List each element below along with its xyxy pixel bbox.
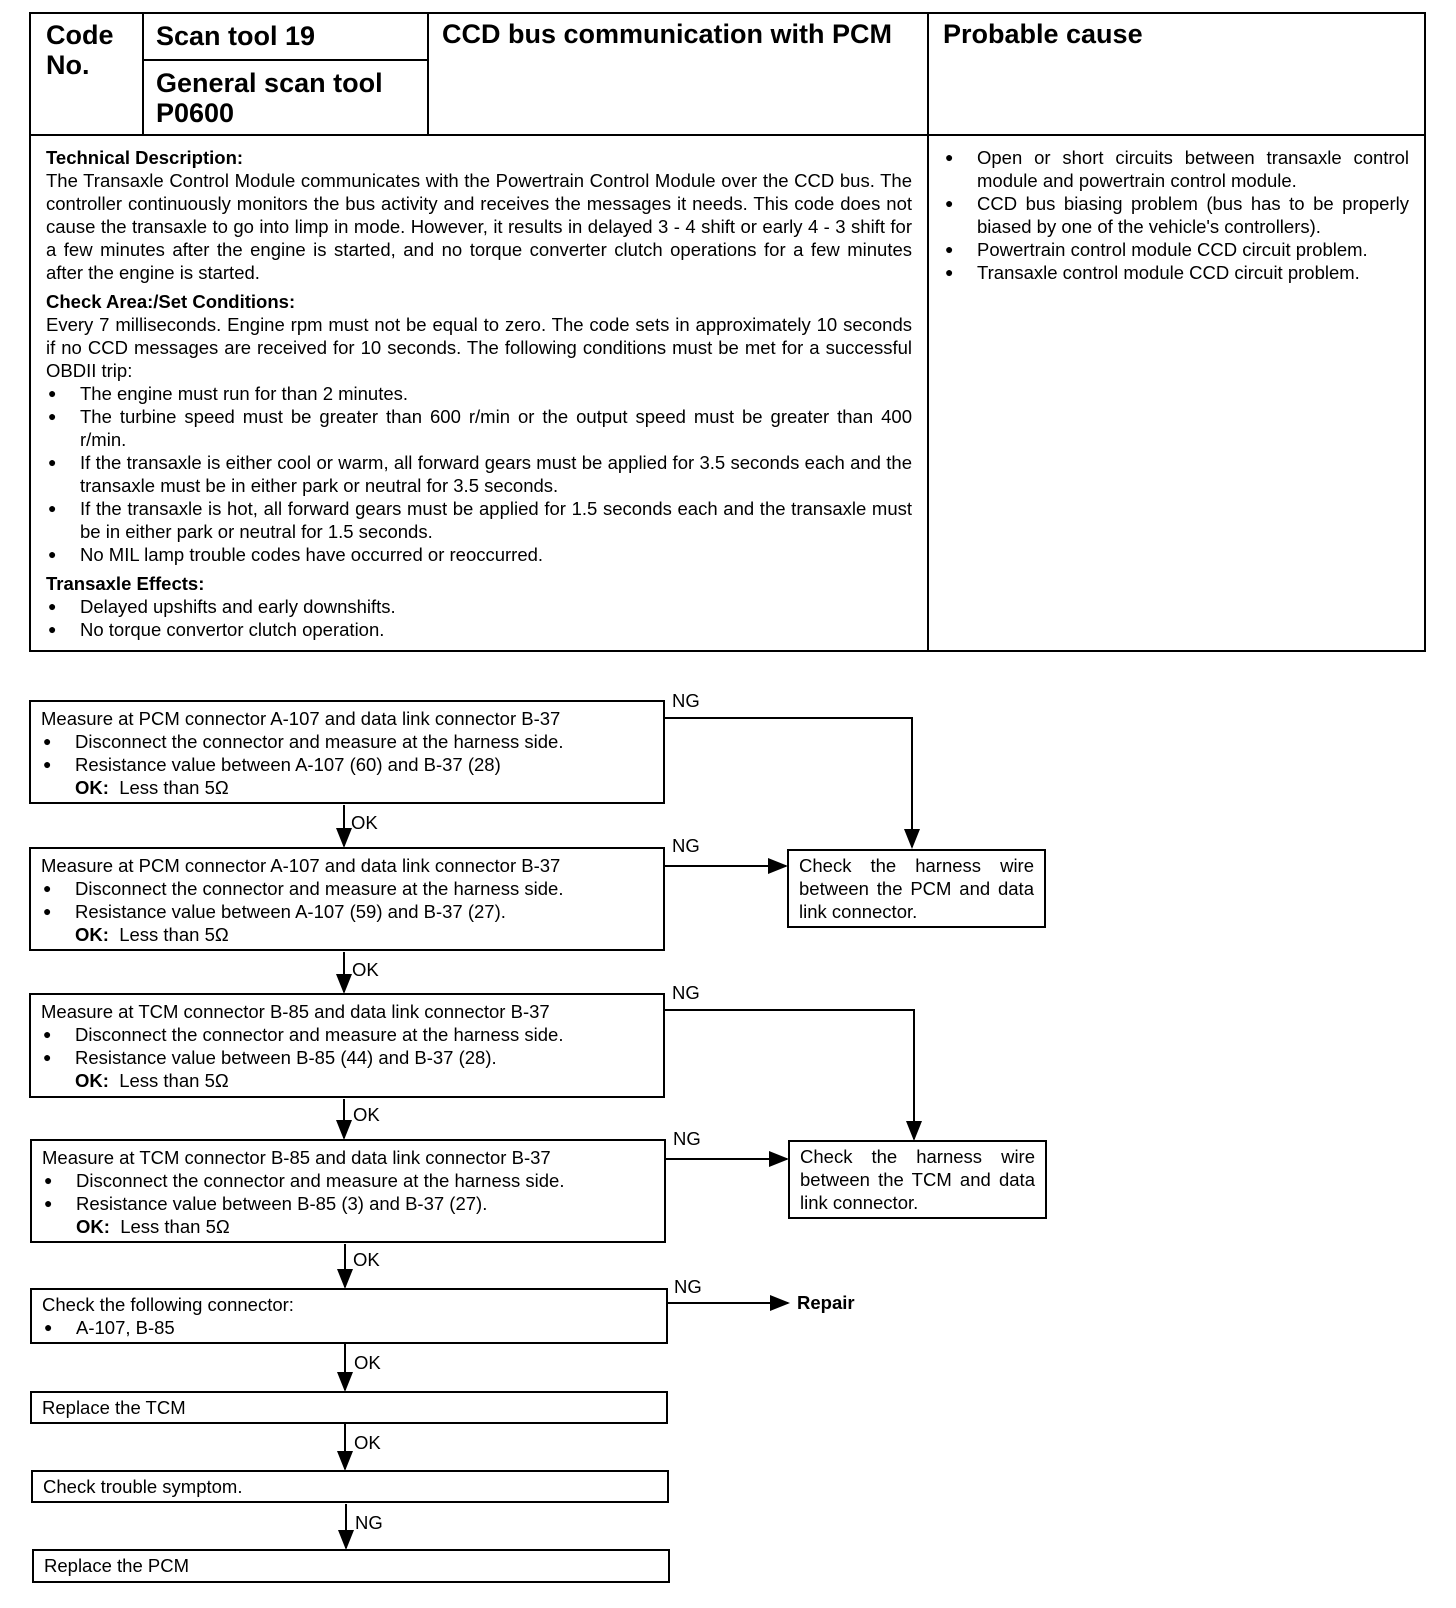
list-item: ● Delayed upshifts and early downshifts. <box>46 595 912 618</box>
list-item: ● Resistance value between A-107 (59) and B-37 (27). <box>41 900 653 923</box>
ok-criterion-value: Less than 5Ω <box>119 777 229 798</box>
ok-criterion-label: OK: <box>75 1070 109 1091</box>
list-item: ● Disconnect the connector and measure at the harness side. <box>41 1023 653 1046</box>
ok-criterion-label: OK: <box>75 924 109 945</box>
ng-label: NG <box>672 690 700 711</box>
list-item: ● No torque convertor clutch operation. <box>46 618 912 641</box>
ok-label: OK <box>353 1249 380 1270</box>
ng-label: NG <box>672 982 700 1003</box>
list-item: ● The engine must run for than 2 minutes. <box>46 382 912 405</box>
list-item: ● If the transaxle is hot, all forward gears must be applied for 1.5 seconds each and the transaxle must be in either park or neutral for 1.5 seconds. <box>46 497 912 543</box>
scan-tool-label: Scan tool 19 <box>156 21 316 51</box>
ok-label: OK <box>353 1104 380 1125</box>
list-item: ● CCD bus biasing problem (bus has to be properly biased by one of the vehicle's controllers). <box>943 192 1409 238</box>
flow-step-4 <box>30 1139 666 1243</box>
list-item: ● The turbine speed must be greater than 600 r/min or the output speed must be greater than 400 r/min. <box>46 405 912 451</box>
dtc-title: CCD bus communication with PCM <box>442 19 893 49</box>
ok-criterion-value: Less than 5Ω <box>119 1070 229 1091</box>
list-item: ● Resistance value between B-85 (44) and B-37 (28). <box>41 1046 653 1069</box>
list-item: ● Open or short circuits between transaxle control module and powertrain control module. <box>943 146 1409 192</box>
ng-arrow <box>664 718 912 847</box>
step-title: Measure at PCM connector A-107 and data link connector B-37 <box>41 708 561 729</box>
list-item: ● If the transaxle is either cool or warm, all forward gears must be applied for 3.5 seconds each and the transaxle must be in either park or neutral for 3.5 seconds. <box>46 451 912 497</box>
step-title: Check the following connector: <box>42 1294 294 1315</box>
tech-description-heading: Technical Description: <box>46 147 244 168</box>
ng-label: NG <box>672 835 700 856</box>
ok-criterion-label: OK: <box>76 1216 110 1237</box>
check-area-text: Every 7 milliseconds. Engine rpm must not be equal to zero. The code sets in approximately 10 seconds if no CCD messages are received for 10 seconds. The following conditions must be met for a successful OBDII trip: <box>46 314 912 381</box>
ng-arrow <box>664 1010 914 1139</box>
ok-criterion-label: OK: <box>75 777 109 798</box>
probable-cause-heading: Probable cause <box>943 19 1143 49</box>
ok-criterion-value: Less than 5Ω <box>120 1216 230 1237</box>
step-title: Replace the PCM <box>44 1555 189 1576</box>
code-no-label: Code No. <box>46 20 114 80</box>
ok-label: OK <box>352 959 379 980</box>
step-title: Measure at TCM connector B-85 and data link connector B-37 <box>41 1001 550 1022</box>
harness-check-pcm-box: Check the harness wire between the PCM and data link connector. <box>787 849 1046 928</box>
list-item: ● Disconnect the connector and measure at the harness side. <box>41 877 653 900</box>
flow-step-7 <box>31 1470 669 1503</box>
list-item: ● Powertrain control module CCD circuit problem. <box>943 238 1409 261</box>
general-scan-tool-label: General scan tool P0600 <box>156 68 383 128</box>
flow-step-6 <box>30 1391 668 1424</box>
flow-step-8 <box>32 1549 670 1583</box>
ok-label: OK <box>351 812 378 833</box>
flow-step-3 <box>29 993 665 1098</box>
harness-check-tcm-box: Check the harness wire between the TCM and data link connector. <box>788 1140 1047 1219</box>
ok-label: OK <box>354 1432 381 1453</box>
transaxle-effects-heading: Transaxle Effects: <box>46 573 205 594</box>
flow-step-2 <box>29 847 665 951</box>
repair-label: Repair <box>797 1292 855 1313</box>
step-title: Measure at TCM connector B-85 and data link connector B-37 <box>42 1147 551 1168</box>
step-title: Measure at PCM connector A-107 and data link connector B-37 <box>41 855 561 876</box>
ok-criterion-value: Less than 5Ω <box>119 924 229 945</box>
tech-description-text: The Transaxle Control Module communicates with the Powertrain Control Module over the CCD bus. The controller continuously monitors the bus activity and receives the messages it needs. This code does not cause the transaxle to go into limp in mode. However, it results in delayed 3 - 4 shift or early 4 - 3 shift for a few minutes after the engine is started, and no torque converter clutch operations for a few minutes after the engine is started. <box>46 170 912 283</box>
flow-step-1 <box>29 700 665 804</box>
ng-label: NG <box>355 1512 383 1533</box>
check-area-heading: Check Area:/Set Conditions: <box>46 291 296 312</box>
list-item: ● A-107, B-85 <box>42 1316 656 1339</box>
ng-label: NG <box>673 1128 701 1149</box>
ng-label: NG <box>674 1276 702 1297</box>
list-item: ● Disconnect the connector and measure at the harness side. <box>41 730 653 753</box>
ok-label: OK <box>354 1352 381 1373</box>
list-item: ● Transaxle control module CCD circuit problem. <box>943 261 1409 284</box>
list-item: ● No MIL lamp trouble codes have occurred or reoccurred. <box>46 543 912 566</box>
list-item: ● Disconnect the connector and measure at the harness side. <box>42 1169 654 1192</box>
list-item: ● Resistance value between B-85 (3) and B-37 (27). <box>42 1192 654 1215</box>
flow-step-5 <box>30 1288 668 1344</box>
step-title: Replace the TCM <box>42 1397 186 1418</box>
list-item: ● Resistance value between A-107 (60) and B-37 (28) <box>41 753 653 776</box>
step-title: Check trouble symptom. <box>43 1476 243 1497</box>
